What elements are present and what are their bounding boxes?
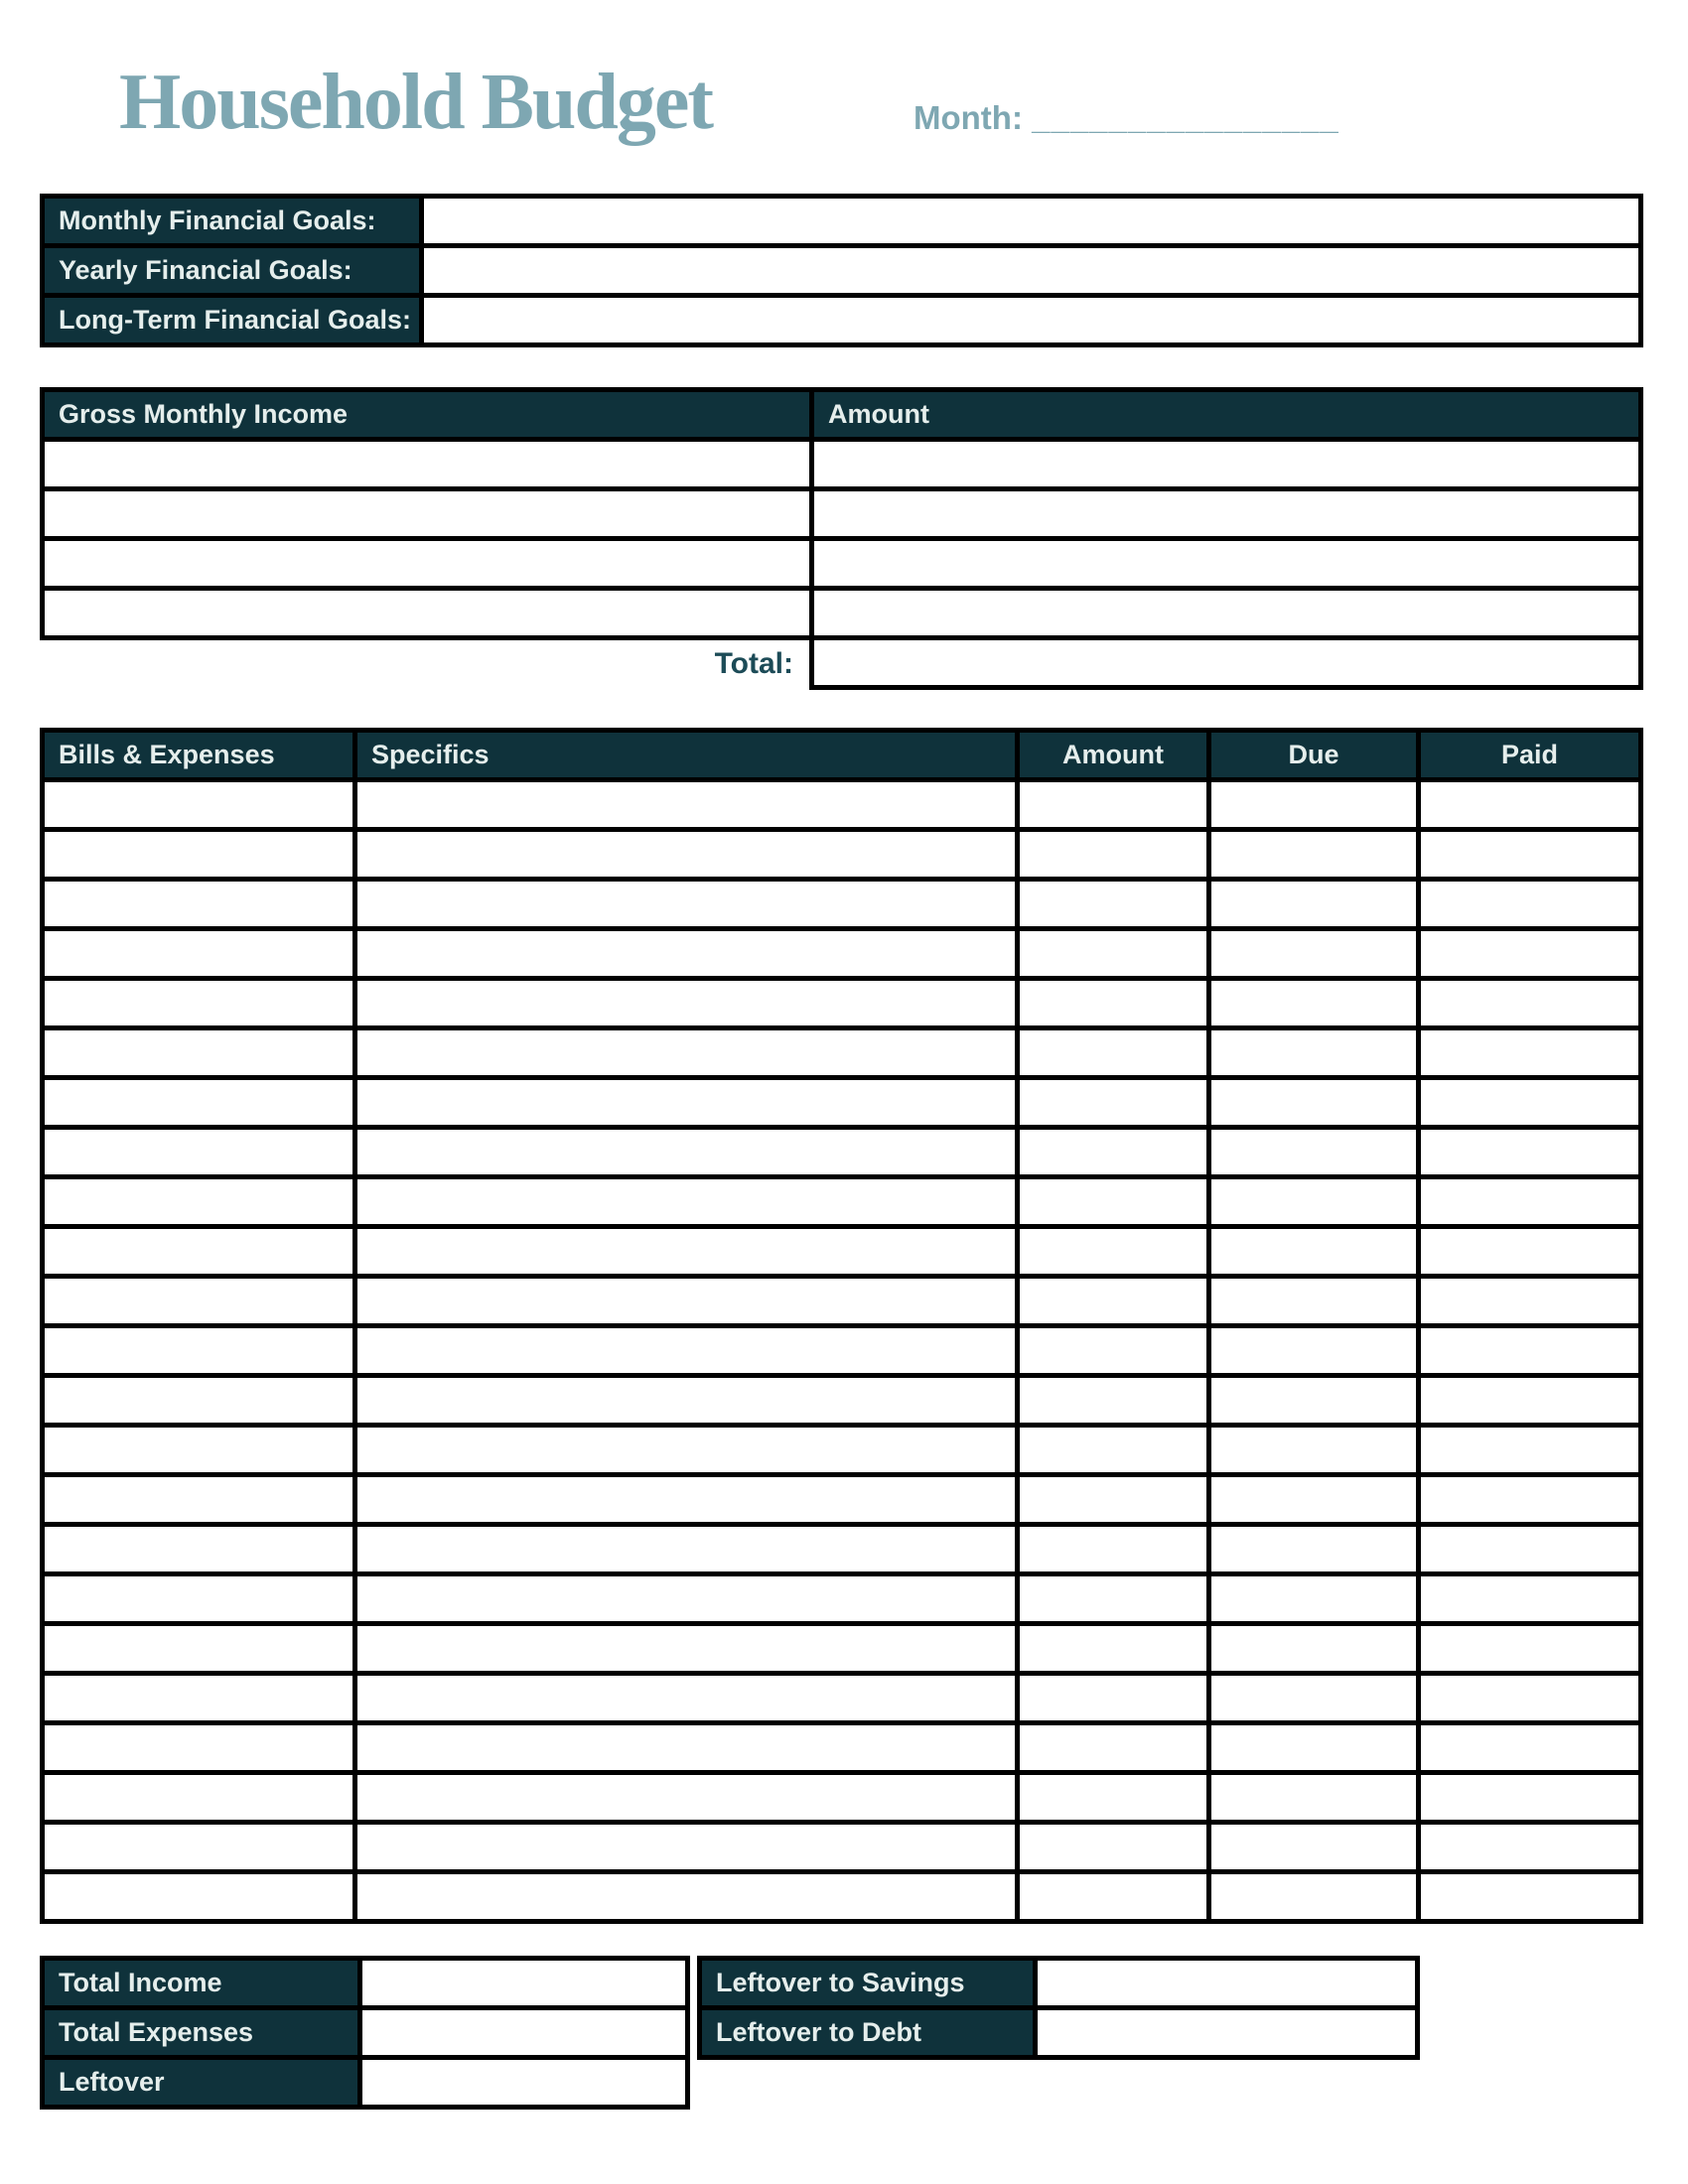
goals-row-longterm xyxy=(43,296,1641,345)
empty-input-cell[interactable] xyxy=(812,589,1641,638)
empty-input-cell[interactable] xyxy=(43,1326,355,1376)
goals-row-monthly xyxy=(43,197,1641,246)
empty-input-cell[interactable] xyxy=(355,1177,1018,1227)
leftover-savings-row xyxy=(700,1959,1418,2008)
empty-row xyxy=(43,1177,1641,1227)
empty-input-cell[interactable] xyxy=(1018,780,1209,830)
bills-expenses-table xyxy=(40,728,1643,1924)
empty-input-cell[interactable] xyxy=(1419,1128,1641,1177)
empty-input-cell[interactable] xyxy=(1209,1078,1419,1128)
empty-input-cell[interactable] xyxy=(355,1028,1018,1078)
empty-input-cell[interactable] xyxy=(1209,830,1419,880)
empty-input-cell[interactable] xyxy=(1209,1426,1419,1475)
empty-input-cell[interactable] xyxy=(1018,1574,1209,1624)
empty-row xyxy=(43,1723,1641,1773)
total-income-row xyxy=(43,1959,688,2008)
empty-input-cell[interactable] xyxy=(1419,830,1641,880)
leftover-input-cell[interactable] xyxy=(360,2058,688,2108)
empty-input-cell[interactable] xyxy=(355,1426,1018,1475)
empty-input-cell[interactable] xyxy=(1419,1078,1641,1128)
empty-input-cell[interactable] xyxy=(1419,1574,1641,1624)
empty-input-cell[interactable] xyxy=(1419,1277,1641,1326)
empty-input-cell[interactable] xyxy=(1018,929,1209,979)
empty-row xyxy=(43,1277,1641,1326)
empty-input-cell[interactable] xyxy=(43,1277,355,1326)
empty-input-cell[interactable] xyxy=(355,1227,1018,1277)
month-blank-line[interactable]: ________________ xyxy=(1032,99,1339,136)
empty-row xyxy=(43,929,1641,979)
empty-input-cell[interactable] xyxy=(1209,1227,1419,1277)
empty-input-cell[interactable] xyxy=(1018,1326,1209,1376)
empty-input-cell[interactable] xyxy=(1209,979,1419,1028)
empty-input-cell[interactable] xyxy=(43,440,812,489)
empty-input-cell[interactable] xyxy=(1209,1773,1419,1823)
empty-input-cell[interactable] xyxy=(355,1128,1018,1177)
empty-input-cell[interactable] xyxy=(1018,1674,1209,1723)
monthly-goals-input-cell[interactable] xyxy=(422,197,1641,246)
empty-input-cell[interactable] xyxy=(1018,1128,1209,1177)
empty-input-cell[interactable] xyxy=(43,1525,355,1574)
empty-input-cell[interactable] xyxy=(1209,1177,1419,1227)
empty-row xyxy=(43,440,1641,489)
goals-row-yearly xyxy=(43,246,1641,296)
empty-row xyxy=(43,1326,1641,1376)
empty-row xyxy=(43,1823,1641,1872)
empty-row xyxy=(43,539,1641,589)
empty-row xyxy=(43,1624,1641,1674)
empty-input-cell[interactable] xyxy=(1419,1426,1641,1475)
summary-leftover-table xyxy=(697,1956,1420,2060)
empty-input-cell[interactable] xyxy=(1209,1723,1419,1773)
empty-input-cell[interactable] xyxy=(1419,979,1641,1028)
gross-income-table xyxy=(40,387,1643,690)
empty-input-cell[interactable] xyxy=(1209,880,1419,929)
empty-row xyxy=(43,1028,1641,1078)
empty-input-cell[interactable] xyxy=(1018,1078,1209,1128)
summary-totals-table xyxy=(40,1956,690,2110)
leftover-debt-label: Leftover to Debt xyxy=(700,2008,1036,2058)
empty-input-cell[interactable] xyxy=(355,1823,1018,1872)
empty-input-cell[interactable] xyxy=(1018,1177,1209,1227)
empty-input-cell[interactable] xyxy=(43,589,812,638)
income-total-row xyxy=(43,638,1641,688)
empty-input-cell[interactable] xyxy=(355,1277,1018,1326)
month-group xyxy=(914,99,1339,137)
empty-row xyxy=(43,1674,1641,1723)
empty-input-cell[interactable] xyxy=(43,1674,355,1723)
empty-input-cell[interactable] xyxy=(1018,1426,1209,1475)
empty-input-cell[interactable] xyxy=(1209,1525,1419,1574)
empty-input-cell[interactable] xyxy=(43,929,355,979)
empty-input-cell[interactable] xyxy=(1419,1624,1641,1674)
empty-input-cell[interactable] xyxy=(1419,1723,1641,1773)
empty-input-cell[interactable] xyxy=(1209,1326,1419,1376)
empty-input-cell[interactable] xyxy=(1419,1177,1641,1227)
empty-input-cell[interactable] xyxy=(1209,1277,1419,1326)
total-expenses-label: Total Expenses xyxy=(43,2008,360,2058)
empty-input-cell[interactable] xyxy=(1419,1475,1641,1525)
empty-input-cell[interactable] xyxy=(1419,1227,1641,1277)
empty-row xyxy=(43,1872,1641,1922)
leftover-savings-input-cell[interactable] xyxy=(1036,1959,1418,2008)
page-title: Household Budget xyxy=(119,59,713,146)
yearly-goals-input-cell[interactable] xyxy=(422,246,1641,296)
amount-header: Amount xyxy=(1018,731,1209,780)
empty-input-cell[interactable] xyxy=(1018,1277,1209,1326)
empty-input-cell[interactable] xyxy=(1209,1128,1419,1177)
empty-input-cell[interactable] xyxy=(1209,1028,1419,1078)
empty-input-cell[interactable] xyxy=(1419,1028,1641,1078)
empty-input-cell[interactable] xyxy=(1419,1823,1641,1872)
empty-input-cell[interactable] xyxy=(1209,1872,1419,1922)
empty-input-cell[interactable] xyxy=(1419,1674,1641,1723)
empty-row xyxy=(43,979,1641,1028)
empty-input-cell[interactable] xyxy=(1018,1624,1209,1674)
empty-row xyxy=(43,489,1641,539)
empty-input-cell[interactable] xyxy=(1419,1525,1641,1574)
empty-row xyxy=(43,1426,1641,1475)
empty-input-cell[interactable] xyxy=(43,489,812,539)
empty-input-cell[interactable] xyxy=(355,1872,1018,1922)
empty-input-cell[interactable] xyxy=(1419,780,1641,830)
empty-input-cell[interactable] xyxy=(43,1773,355,1823)
income-source-header: Gross Monthly Income xyxy=(43,390,812,440)
empty-input-cell[interactable] xyxy=(1018,1227,1209,1277)
empty-row xyxy=(43,589,1641,638)
empty-input-cell[interactable] xyxy=(43,1574,355,1624)
total-income-label: Total Income xyxy=(43,1959,360,2008)
empty-input-cell[interactable] xyxy=(355,1723,1018,1773)
empty-input-cell[interactable] xyxy=(43,830,355,880)
leftover-savings-label: Leftover to Savings xyxy=(700,1959,1036,2008)
empty-input-cell[interactable] xyxy=(1018,1475,1209,1525)
empty-input-cell[interactable] xyxy=(1018,880,1209,929)
empty-input-cell[interactable] xyxy=(1018,979,1209,1028)
empty-input-cell[interactable] xyxy=(43,1227,355,1277)
empty-input-cell[interactable] xyxy=(812,440,1641,489)
empty-input-cell[interactable] xyxy=(1419,1376,1641,1426)
total-expenses-input-cell[interactable] xyxy=(360,2008,688,2058)
empty-input-cell[interactable] xyxy=(43,1376,355,1426)
empty-input-cell[interactable] xyxy=(1209,1574,1419,1624)
empty-input-cell[interactable] xyxy=(1209,1376,1419,1426)
empty-row xyxy=(43,1128,1641,1177)
empty-input-cell[interactable] xyxy=(355,979,1018,1028)
leftover-label: Leftover xyxy=(43,2058,360,2108)
empty-row xyxy=(43,1078,1641,1128)
longterm-goals-input-cell[interactable] xyxy=(422,296,1641,345)
empty-row xyxy=(43,1227,1641,1277)
empty-input-cell[interactable] xyxy=(1018,1525,1209,1574)
monthly-goals-label: Monthly Financial Goals: xyxy=(43,197,422,246)
empty-input-cell[interactable] xyxy=(1209,1674,1419,1723)
leftover-debt-input-cell[interactable] xyxy=(1036,2008,1418,2058)
empty-input-cell[interactable] xyxy=(355,1326,1018,1376)
empty-input-cell[interactable] xyxy=(1419,880,1641,929)
empty-input-cell[interactable] xyxy=(43,1723,355,1773)
empty-input-cell[interactable] xyxy=(1018,1028,1209,1078)
bills-header-row xyxy=(43,731,1641,780)
empty-input-cell[interactable] xyxy=(1209,1624,1419,1674)
bills-expenses-header: Bills & Expenses xyxy=(43,731,355,780)
empty-input-cell[interactable] xyxy=(1018,1376,1209,1426)
empty-input-cell[interactable] xyxy=(1018,1723,1209,1773)
empty-row xyxy=(43,880,1641,929)
paid-header: Paid xyxy=(1419,731,1641,780)
empty-input-cell[interactable] xyxy=(43,539,812,589)
empty-input-cell[interactable] xyxy=(355,1624,1018,1674)
yearly-goals-label: Yearly Financial Goals: xyxy=(43,246,422,296)
empty-input-cell[interactable] xyxy=(43,1475,355,1525)
financial-goals-table xyxy=(40,194,1643,347)
empty-input-cell[interactable] xyxy=(355,830,1018,880)
empty-input-cell[interactable] xyxy=(43,1624,355,1674)
due-header: Due xyxy=(1209,731,1419,780)
empty-input-cell[interactable] xyxy=(355,1475,1018,1525)
empty-input-cell[interactable] xyxy=(355,1574,1018,1624)
empty-input-cell[interactable] xyxy=(355,1773,1018,1823)
leftover-debt-row xyxy=(700,2008,1418,2058)
empty-row xyxy=(43,1773,1641,1823)
empty-input-cell[interactable] xyxy=(43,1823,355,1872)
empty-input-cell[interactable] xyxy=(43,1426,355,1475)
empty-input-cell[interactable] xyxy=(355,1078,1018,1128)
empty-input-cell[interactable] xyxy=(812,539,1641,589)
empty-input-cell[interactable] xyxy=(355,1525,1018,1574)
leftover-row xyxy=(43,2058,688,2108)
income-amount-header: Amount xyxy=(812,390,1641,440)
empty-input-cell[interactable] xyxy=(1419,1872,1641,1922)
income-total-label: Total: xyxy=(43,638,812,688)
empty-row xyxy=(43,780,1641,830)
empty-input-cell[interactable] xyxy=(812,489,1641,539)
empty-row xyxy=(43,1376,1641,1426)
empty-input-cell[interactable] xyxy=(43,880,355,929)
month-label: Month: xyxy=(914,99,1023,136)
empty-input-cell[interactable] xyxy=(1209,780,1419,830)
empty-input-cell[interactable] xyxy=(355,929,1018,979)
empty-input-cell[interactable] xyxy=(355,880,1018,929)
empty-input-cell[interactable] xyxy=(355,1674,1018,1723)
empty-input-cell[interactable] xyxy=(43,1028,355,1078)
longterm-goals-label: Long-Term Financial Goals: xyxy=(43,296,422,345)
empty-input-cell[interactable] xyxy=(43,1177,355,1227)
bills-rows xyxy=(43,780,1641,1922)
empty-row xyxy=(43,1475,1641,1525)
total-income-input-cell[interactable] xyxy=(360,1959,688,2008)
empty-input-cell[interactable] xyxy=(43,1872,355,1922)
empty-input-cell[interactable] xyxy=(43,1078,355,1128)
empty-input-cell[interactable] xyxy=(43,1128,355,1177)
income-total-input-cell[interactable] xyxy=(812,638,1641,688)
empty-input-cell[interactable] xyxy=(1209,1823,1419,1872)
empty-input-cell[interactable] xyxy=(43,780,355,830)
empty-input-cell[interactable] xyxy=(43,979,355,1028)
empty-input-cell[interactable] xyxy=(1419,1326,1641,1376)
empty-input-cell[interactable] xyxy=(1018,1823,1209,1872)
empty-row xyxy=(43,830,1641,880)
empty-row xyxy=(43,1525,1641,1574)
empty-input-cell[interactable] xyxy=(1018,1872,1209,1922)
empty-input-cell[interactable] xyxy=(1018,830,1209,880)
empty-input-cell[interactable] xyxy=(355,1376,1018,1426)
income-rows xyxy=(43,440,1641,638)
empty-input-cell[interactable] xyxy=(1209,929,1419,979)
empty-input-cell[interactable] xyxy=(1419,929,1641,979)
empty-input-cell[interactable] xyxy=(1018,1773,1209,1823)
empty-row xyxy=(43,1574,1641,1624)
income-header-row xyxy=(43,390,1641,440)
empty-input-cell[interactable] xyxy=(1419,1773,1641,1823)
specifics-header: Specifics xyxy=(355,731,1018,780)
empty-input-cell[interactable] xyxy=(355,780,1018,830)
empty-input-cell[interactable] xyxy=(1209,1475,1419,1525)
total-expenses-row xyxy=(43,2008,688,2058)
